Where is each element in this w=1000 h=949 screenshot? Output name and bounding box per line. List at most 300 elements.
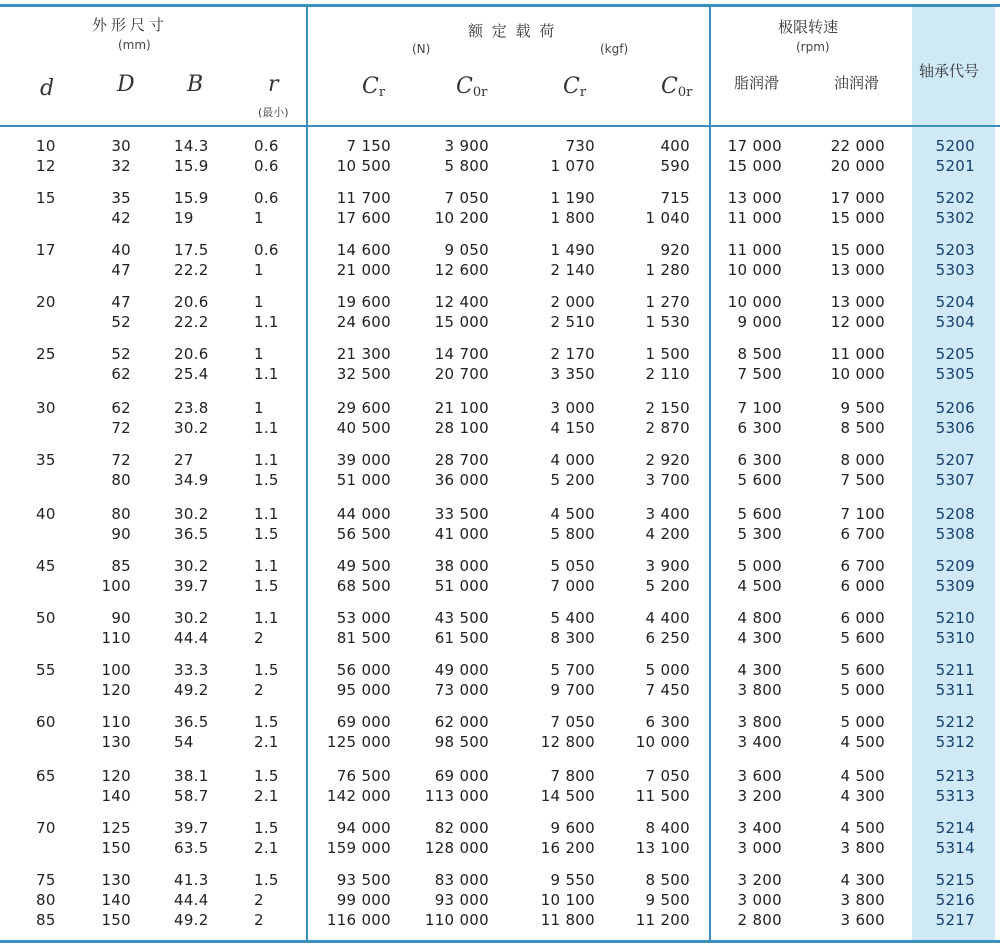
cell-cr-newton: 32 500 bbox=[336, 365, 391, 383]
header-Cr-kgf: $C_r$ bbox=[563, 74, 587, 100]
cell-grease-speed: 10 000 bbox=[727, 293, 782, 311]
cell-chamfer: 1.5 bbox=[254, 871, 279, 889]
cell-c0r-kgf: 590 bbox=[660, 157, 690, 175]
cell-width: 30.2 bbox=[174, 557, 209, 575]
cell-chamfer: 1 bbox=[254, 209, 264, 227]
cell-cr-newton: 7 150 bbox=[346, 137, 391, 155]
cell-grease-speed: 3 800 bbox=[737, 681, 782, 699]
cell-cr-kgf: 8 300 bbox=[550, 629, 595, 647]
cell-cr-newton: 99 000 bbox=[336, 891, 391, 909]
cell-width: 63.5 bbox=[174, 839, 209, 857]
cell-grease-speed: 5 600 bbox=[737, 471, 782, 489]
cell-d: 70 bbox=[36, 819, 56, 837]
cell-oil-speed: 3 800 bbox=[840, 891, 885, 909]
cell-c0r-newton: 38 000 bbox=[434, 557, 489, 575]
cell-c0r-newton: 62 000 bbox=[434, 713, 489, 731]
header-divider-rule bbox=[0, 125, 1000, 127]
cell-chamfer: 1.1 bbox=[254, 365, 279, 383]
cell-grease-speed: 4 500 bbox=[737, 577, 782, 595]
cell-c0r-kgf: 2 150 bbox=[645, 399, 690, 417]
cell-c0r-kgf: 7 450 bbox=[645, 681, 690, 699]
cell-d: 12 bbox=[36, 157, 56, 175]
cell-outer-diameter: 47 bbox=[111, 261, 131, 279]
cell-grease-speed: 15 000 bbox=[727, 157, 782, 175]
cell-width: 36.5 bbox=[174, 713, 209, 731]
cell-grease-speed: 6 300 bbox=[737, 419, 782, 437]
cell-cr-newton: 10 500 bbox=[336, 157, 391, 175]
cell-cr-newton: 11 700 bbox=[336, 189, 391, 207]
cell-c0r-newton: 43 500 bbox=[434, 609, 489, 627]
cell-d: 15 bbox=[36, 189, 56, 207]
cell-d: 60 bbox=[36, 713, 56, 731]
cell-d: 35 bbox=[36, 451, 56, 469]
cell-c0r-kgf: 400 bbox=[660, 137, 690, 155]
cell-cr-kgf: 9 600 bbox=[550, 819, 595, 837]
cell-width: 15.9 bbox=[174, 157, 209, 175]
cell-d: 85 bbox=[36, 911, 56, 929]
cell-oil-speed: 20 000 bbox=[830, 157, 885, 175]
cell-c0r-kgf: 5 000 bbox=[645, 661, 690, 679]
cell-grease-speed: 8 500 bbox=[737, 345, 782, 363]
cell-outer-diameter: 90 bbox=[111, 609, 131, 627]
cell-c0r-newton: 93 000 bbox=[434, 891, 489, 909]
cell-bearing-code: 5310 bbox=[935, 629, 975, 647]
dims-unit: (mm) bbox=[118, 38, 151, 52]
cell-c0r-kgf: 6 300 bbox=[645, 713, 690, 731]
cell-c0r-kgf: 6 250 bbox=[645, 629, 690, 647]
cell-outer-diameter: 90 bbox=[111, 525, 131, 543]
cell-outer-diameter: 32 bbox=[111, 157, 131, 175]
header-Cr-newton: $C_r$ bbox=[362, 74, 386, 100]
cell-outer-diameter: 52 bbox=[111, 345, 131, 363]
cell-cr-newton: 159 000 bbox=[326, 839, 391, 857]
cell-c0r-kgf: 1 500 bbox=[645, 345, 690, 363]
speed-group-title: 极限转速 bbox=[778, 18, 839, 36]
header-grease: 脂润滑 bbox=[734, 74, 780, 92]
cell-chamfer: 2 bbox=[254, 681, 264, 699]
cell-cr-newton: 19 600 bbox=[336, 293, 391, 311]
cell-c0r-kgf: 11 500 bbox=[635, 787, 690, 805]
cell-cr-newton: 116 000 bbox=[326, 911, 391, 929]
cell-chamfer: 1.1 bbox=[254, 505, 279, 523]
cell-cr-kgf: 16 200 bbox=[540, 839, 595, 857]
header-d: d bbox=[40, 76, 55, 101]
load-unit-newton: (N) bbox=[412, 42, 431, 56]
cell-outer-diameter: 62 bbox=[111, 399, 131, 417]
cell-width: 58.7 bbox=[174, 787, 209, 805]
cell-cr-newton: 21 000 bbox=[336, 261, 391, 279]
cell-chamfer: 1.5 bbox=[254, 819, 279, 837]
cell-cr-newton: 81 500 bbox=[336, 629, 391, 647]
cell-width: 41.3 bbox=[174, 871, 209, 889]
cell-cr-kgf: 4 150 bbox=[550, 419, 595, 437]
cell-width: 14.3 bbox=[174, 137, 209, 155]
cell-width: 49.2 bbox=[174, 911, 209, 929]
cell-c0r-newton: 28 700 bbox=[434, 451, 489, 469]
cell-c0r-kgf: 8 500 bbox=[645, 871, 690, 889]
cell-d: 65 bbox=[36, 767, 56, 785]
cell-bearing-code: 5208 bbox=[935, 505, 975, 523]
cell-bearing-code: 5217 bbox=[935, 911, 975, 929]
cell-grease-speed: 3 400 bbox=[737, 819, 782, 837]
cell-width: 20.6 bbox=[174, 345, 209, 363]
cell-c0r-newton: 82 000 bbox=[434, 819, 489, 837]
cell-grease-speed: 9 000 bbox=[737, 313, 782, 331]
cell-outer-diameter: 150 bbox=[101, 839, 131, 857]
cell-cr-kgf: 12 800 bbox=[540, 733, 595, 751]
cell-cr-newton: 94 000 bbox=[336, 819, 391, 837]
cell-c0r-newton: 113 000 bbox=[424, 787, 489, 805]
cell-bearing-code: 5303 bbox=[935, 261, 975, 279]
cell-grease-speed: 17 000 bbox=[727, 137, 782, 155]
cell-oil-speed: 6 700 bbox=[840, 525, 885, 543]
cell-c0r-kgf: 1 270 bbox=[645, 293, 690, 311]
load-group-title: 额 定 载 荷 bbox=[468, 22, 557, 40]
cell-c0r-kgf: 5 200 bbox=[645, 577, 690, 595]
cell-cr-kgf: 4 500 bbox=[550, 505, 595, 523]
cell-cr-newton: 17 600 bbox=[336, 209, 391, 227]
cell-grease-speed: 4 800 bbox=[737, 609, 782, 627]
cell-chamfer: 1 bbox=[254, 261, 264, 279]
cell-c0r-newton: 20 700 bbox=[434, 365, 489, 383]
header-bearing-code: 轴承代号 bbox=[919, 62, 980, 80]
cell-oil-speed: 12 000 bbox=[830, 313, 885, 331]
cell-grease-speed: 3 200 bbox=[737, 871, 782, 889]
cell-bearing-code: 5210 bbox=[935, 609, 975, 627]
cell-cr-kgf: 5 700 bbox=[550, 661, 595, 679]
cell-grease-speed: 7 100 bbox=[737, 399, 782, 417]
cell-bearing-code: 5302 bbox=[935, 209, 975, 227]
cell-c0r-kgf: 3 400 bbox=[645, 505, 690, 523]
cell-width: 44.4 bbox=[174, 629, 209, 647]
cell-oil-speed: 5 000 bbox=[840, 713, 885, 731]
cell-chamfer: 1.1 bbox=[254, 313, 279, 331]
cell-width: 30.2 bbox=[174, 609, 209, 627]
cell-cr-newton: 68 500 bbox=[336, 577, 391, 595]
cell-outer-diameter: 125 bbox=[101, 819, 131, 837]
cell-bearing-code: 5307 bbox=[935, 471, 975, 489]
cell-chamfer: 2 bbox=[254, 629, 264, 647]
cell-outer-diameter: 110 bbox=[101, 713, 131, 731]
cell-d: 17 bbox=[36, 241, 56, 259]
cell-chamfer: 1.1 bbox=[254, 451, 279, 469]
cell-oil-speed: 6 700 bbox=[840, 557, 885, 575]
cell-grease-speed: 7 500 bbox=[737, 365, 782, 383]
cell-chamfer: 0.6 bbox=[254, 189, 279, 207]
cell-d: 55 bbox=[36, 661, 56, 679]
cell-c0r-kgf: 11 200 bbox=[635, 911, 690, 929]
cell-c0r-kgf: 2 870 bbox=[645, 419, 690, 437]
cell-outer-diameter: 47 bbox=[111, 293, 131, 311]
cell-cr-newton: 39 000 bbox=[336, 451, 391, 469]
cell-oil-speed: 10 000 bbox=[830, 365, 885, 383]
cell-d: 80 bbox=[36, 891, 56, 909]
cell-bearing-code: 5207 bbox=[935, 451, 975, 469]
cell-outer-diameter: 100 bbox=[101, 577, 131, 595]
cell-oil-speed: 3 800 bbox=[840, 839, 885, 857]
cell-cr-newton: 14 600 bbox=[336, 241, 391, 259]
cell-cr-kgf: 730 bbox=[565, 137, 595, 155]
column-divider-dims-load bbox=[306, 7, 308, 940]
cell-c0r-newton: 33 500 bbox=[434, 505, 489, 523]
cell-cr-kgf: 3 000 bbox=[550, 399, 595, 417]
cell-c0r-newton: 15 000 bbox=[434, 313, 489, 331]
cell-oil-speed: 5 600 bbox=[840, 629, 885, 647]
cell-c0r-kgf: 2 110 bbox=[645, 365, 690, 383]
cell-width: 39.7 bbox=[174, 819, 209, 837]
header-C0r-newton: $C_{0r}$ bbox=[456, 74, 488, 100]
cell-cr-kgf: 1 190 bbox=[550, 189, 595, 207]
cell-cr-kgf: 9 550 bbox=[550, 871, 595, 889]
cell-c0r-kgf: 1 040 bbox=[645, 209, 690, 227]
cell-width: 36.5 bbox=[174, 525, 209, 543]
cell-outer-diameter: 72 bbox=[111, 451, 131, 469]
cell-c0r-newton: 49 000 bbox=[434, 661, 489, 679]
cell-bearing-code: 5308 bbox=[935, 525, 975, 543]
cell-grease-speed: 3 400 bbox=[737, 733, 782, 751]
cell-cr-kgf: 2 170 bbox=[550, 345, 595, 363]
cell-grease-speed: 3 000 bbox=[737, 891, 782, 909]
cell-grease-speed: 5 000 bbox=[737, 557, 782, 575]
cell-c0r-kgf: 4 200 bbox=[645, 525, 690, 543]
cell-oil-speed: 15 000 bbox=[830, 209, 885, 227]
cell-chamfer: 1.1 bbox=[254, 609, 279, 627]
header-oil: 油润滑 bbox=[834, 74, 880, 92]
cell-d: 50 bbox=[36, 609, 56, 627]
cell-chamfer: 0.6 bbox=[254, 157, 279, 175]
cell-bearing-code: 5312 bbox=[935, 733, 975, 751]
cell-bearing-code: 5209 bbox=[935, 557, 975, 575]
cell-width: 23.8 bbox=[174, 399, 209, 417]
cell-c0r-kgf: 4 400 bbox=[645, 609, 690, 627]
cell-cr-newton: 56 500 bbox=[336, 525, 391, 543]
cell-outer-diameter: 85 bbox=[111, 557, 131, 575]
cell-grease-speed: 3 600 bbox=[737, 767, 782, 785]
cell-c0r-kgf: 715 bbox=[660, 189, 690, 207]
cell-chamfer: 2.1 bbox=[254, 839, 279, 857]
cell-width: 20.6 bbox=[174, 293, 209, 311]
cell-oil-speed: 13 000 bbox=[830, 261, 885, 279]
cell-outer-diameter: 130 bbox=[101, 733, 131, 751]
cell-cr-newton: 53 000 bbox=[336, 609, 391, 627]
cell-oil-speed: 22 000 bbox=[830, 137, 885, 155]
cell-bearing-code: 5201 bbox=[935, 157, 975, 175]
cell-bearing-code: 5212 bbox=[935, 713, 975, 731]
cell-outer-diameter: 35 bbox=[111, 189, 131, 207]
cell-bearing-code: 5204 bbox=[935, 293, 975, 311]
cell-chamfer: 1.5 bbox=[254, 577, 279, 595]
cell-oil-speed: 7 100 bbox=[840, 505, 885, 523]
cell-c0r-kgf: 1 280 bbox=[645, 261, 690, 279]
cell-cr-kgf: 14 500 bbox=[540, 787, 595, 805]
cell-cr-kgf: 10 100 bbox=[540, 891, 595, 909]
cell-c0r-newton: 14 700 bbox=[434, 345, 489, 363]
cell-c0r-kgf: 7 050 bbox=[645, 767, 690, 785]
cell-cr-kgf: 1 800 bbox=[550, 209, 595, 227]
cell-outer-diameter: 120 bbox=[101, 767, 131, 785]
cell-outer-diameter: 52 bbox=[111, 313, 131, 331]
cell-cr-kgf: 3 350 bbox=[550, 365, 595, 383]
cell-d: 40 bbox=[36, 505, 56, 523]
cell-oil-speed: 3 600 bbox=[840, 911, 885, 929]
cell-bearing-code: 5309 bbox=[935, 577, 975, 595]
cell-d: 75 bbox=[36, 871, 56, 889]
cell-oil-speed: 6 000 bbox=[840, 577, 885, 595]
header-B: B bbox=[187, 72, 204, 97]
cell-c0r-newton: 73 000 bbox=[434, 681, 489, 699]
cell-outer-diameter: 62 bbox=[111, 365, 131, 383]
table-bottom-rule bbox=[0, 940, 1000, 943]
cell-c0r-newton: 61 500 bbox=[434, 629, 489, 647]
cell-cr-kgf: 1 490 bbox=[550, 241, 595, 259]
cell-width: 17.5 bbox=[174, 241, 209, 259]
cell-c0r-kgf: 9 500 bbox=[645, 891, 690, 909]
cell-d: 10 bbox=[36, 137, 56, 155]
cell-chamfer: 2 bbox=[254, 911, 264, 929]
cell-c0r-kgf: 3 900 bbox=[645, 557, 690, 575]
cell-oil-speed: 8 000 bbox=[840, 451, 885, 469]
cell-oil-speed: 8 500 bbox=[840, 419, 885, 437]
cell-cr-kgf: 1 070 bbox=[550, 157, 595, 175]
cell-chamfer: 1.5 bbox=[254, 767, 279, 785]
cell-grease-speed: 11 000 bbox=[727, 209, 782, 227]
cell-cr-newton: 51 000 bbox=[336, 471, 391, 489]
cell-bearing-code: 5305 bbox=[935, 365, 975, 383]
cell-cr-newton: 56 000 bbox=[336, 661, 391, 679]
cell-chamfer: 1.5 bbox=[254, 713, 279, 731]
cell-grease-speed: 4 300 bbox=[737, 629, 782, 647]
cell-c0r-newton: 5 800 bbox=[444, 157, 489, 175]
cell-width: 19 bbox=[174, 209, 194, 227]
cell-chamfer: 1.5 bbox=[254, 661, 279, 679]
cell-c0r-newton: 10 200 bbox=[434, 209, 489, 227]
cell-bearing-code: 5304 bbox=[935, 313, 975, 331]
cell-c0r-kgf: 3 700 bbox=[645, 471, 690, 489]
cell-cr-kgf: 11 800 bbox=[540, 911, 595, 929]
header-D: D bbox=[117, 72, 135, 97]
cell-outer-diameter: 42 bbox=[111, 209, 131, 227]
cell-c0r-kgf: 8 400 bbox=[645, 819, 690, 837]
cell-c0r-newton: 69 000 bbox=[434, 767, 489, 785]
cell-outer-diameter: 72 bbox=[111, 419, 131, 437]
load-unit-kgf: (kgf) bbox=[600, 42, 629, 56]
cell-cr-kgf: 2 140 bbox=[550, 261, 595, 279]
cell-cr-newton: 95 000 bbox=[336, 681, 391, 699]
cell-d: 25 bbox=[36, 345, 56, 363]
cell-grease-speed: 11 000 bbox=[727, 241, 782, 259]
table-top-rule bbox=[0, 4, 1000, 7]
cell-width: 30.2 bbox=[174, 419, 209, 437]
cell-chamfer: 1 bbox=[254, 293, 264, 311]
cell-oil-speed: 6 000 bbox=[840, 609, 885, 627]
cell-outer-diameter: 140 bbox=[101, 787, 131, 805]
cell-cr-newton: 76 500 bbox=[336, 767, 391, 785]
cell-oil-speed: 4 300 bbox=[840, 871, 885, 889]
cell-cr-newton: 44 000 bbox=[336, 505, 391, 523]
cell-width: 54 bbox=[174, 733, 194, 751]
cell-outer-diameter: 150 bbox=[101, 911, 131, 929]
cell-cr-kgf: 7 000 bbox=[550, 577, 595, 595]
cell-oil-speed: 5 000 bbox=[840, 681, 885, 699]
cell-chamfer: 1.1 bbox=[254, 557, 279, 575]
cell-outer-diameter: 140 bbox=[101, 891, 131, 909]
cell-bearing-code: 5215 bbox=[935, 871, 975, 889]
cell-cr-kgf: 5 050 bbox=[550, 557, 595, 575]
cell-cr-kgf: 4 000 bbox=[550, 451, 595, 469]
cell-chamfer: 1.1 bbox=[254, 419, 279, 437]
cell-chamfer: 1 bbox=[254, 399, 264, 417]
cell-oil-speed: 4 300 bbox=[840, 787, 885, 805]
cell-cr-kgf: 2 000 bbox=[550, 293, 595, 311]
cell-outer-diameter: 100 bbox=[101, 661, 131, 679]
cell-oil-speed: 9 500 bbox=[840, 399, 885, 417]
cell-bearing-code: 5314 bbox=[935, 839, 975, 857]
cell-grease-speed: 3 800 bbox=[737, 713, 782, 731]
cell-grease-speed: 13 000 bbox=[727, 189, 782, 207]
cell-bearing-code: 5211 bbox=[935, 661, 975, 679]
header-r-note: (最小) bbox=[258, 106, 289, 119]
cell-cr-newton: 69 000 bbox=[336, 713, 391, 731]
cell-c0r-newton: 7 050 bbox=[444, 189, 489, 207]
cell-outer-diameter: 110 bbox=[101, 629, 131, 647]
cell-cr-kgf: 5 400 bbox=[550, 609, 595, 627]
cell-chamfer: 2.1 bbox=[254, 787, 279, 805]
cell-c0r-newton: 51 000 bbox=[434, 577, 489, 595]
cell-bearing-code: 5306 bbox=[935, 419, 975, 437]
cell-c0r-kgf: 10 000 bbox=[635, 733, 690, 751]
cell-oil-speed: 5 600 bbox=[840, 661, 885, 679]
cell-width: 15.9 bbox=[174, 189, 209, 207]
cell-cr-newton: 125 000 bbox=[326, 733, 391, 751]
cell-oil-speed: 17 000 bbox=[830, 189, 885, 207]
cell-bearing-code: 5200 bbox=[935, 137, 975, 155]
cell-oil-speed: 4 500 bbox=[840, 819, 885, 837]
cell-width: 27 bbox=[174, 451, 194, 469]
cell-width: 44.4 bbox=[174, 891, 209, 909]
cell-c0r-kgf: 920 bbox=[660, 241, 690, 259]
cell-oil-speed: 7 500 bbox=[840, 471, 885, 489]
cell-cr-newton: 142 000 bbox=[326, 787, 391, 805]
cell-bearing-code: 5311 bbox=[935, 681, 975, 699]
cell-width: 25.4 bbox=[174, 365, 209, 383]
cell-bearing-code: 5203 bbox=[935, 241, 975, 259]
cell-outer-diameter: 80 bbox=[111, 471, 131, 489]
cell-oil-speed: 4 500 bbox=[840, 767, 885, 785]
cell-bearing-code: 5214 bbox=[935, 819, 975, 837]
cell-bearing-code: 5213 bbox=[935, 767, 975, 785]
cell-bearing-code: 5206 bbox=[935, 399, 975, 417]
cell-chamfer: 1.5 bbox=[254, 471, 279, 489]
cell-chamfer: 0.6 bbox=[254, 241, 279, 259]
cell-outer-diameter: 30 bbox=[111, 137, 131, 155]
cell-d: 30 bbox=[36, 399, 56, 417]
cell-cr-newton: 93 500 bbox=[336, 871, 391, 889]
cell-width: 30.2 bbox=[174, 505, 209, 523]
cell-cr-newton: 29 600 bbox=[336, 399, 391, 417]
cell-oil-speed: 13 000 bbox=[830, 293, 885, 311]
cell-grease-speed: 6 300 bbox=[737, 451, 782, 469]
cell-width: 22.2 bbox=[174, 313, 209, 331]
cell-c0r-kgf: 1 530 bbox=[645, 313, 690, 331]
cell-chamfer: 0.6 bbox=[254, 137, 279, 155]
speed-unit: (rpm) bbox=[796, 40, 830, 54]
cell-c0r-newton: 12 600 bbox=[434, 261, 489, 279]
cell-outer-diameter: 120 bbox=[101, 681, 131, 699]
cell-c0r-newton: 12 400 bbox=[434, 293, 489, 311]
cell-outer-diameter: 130 bbox=[101, 871, 131, 889]
cell-c0r-newton: 36 000 bbox=[434, 471, 489, 489]
cell-d: 45 bbox=[36, 557, 56, 575]
